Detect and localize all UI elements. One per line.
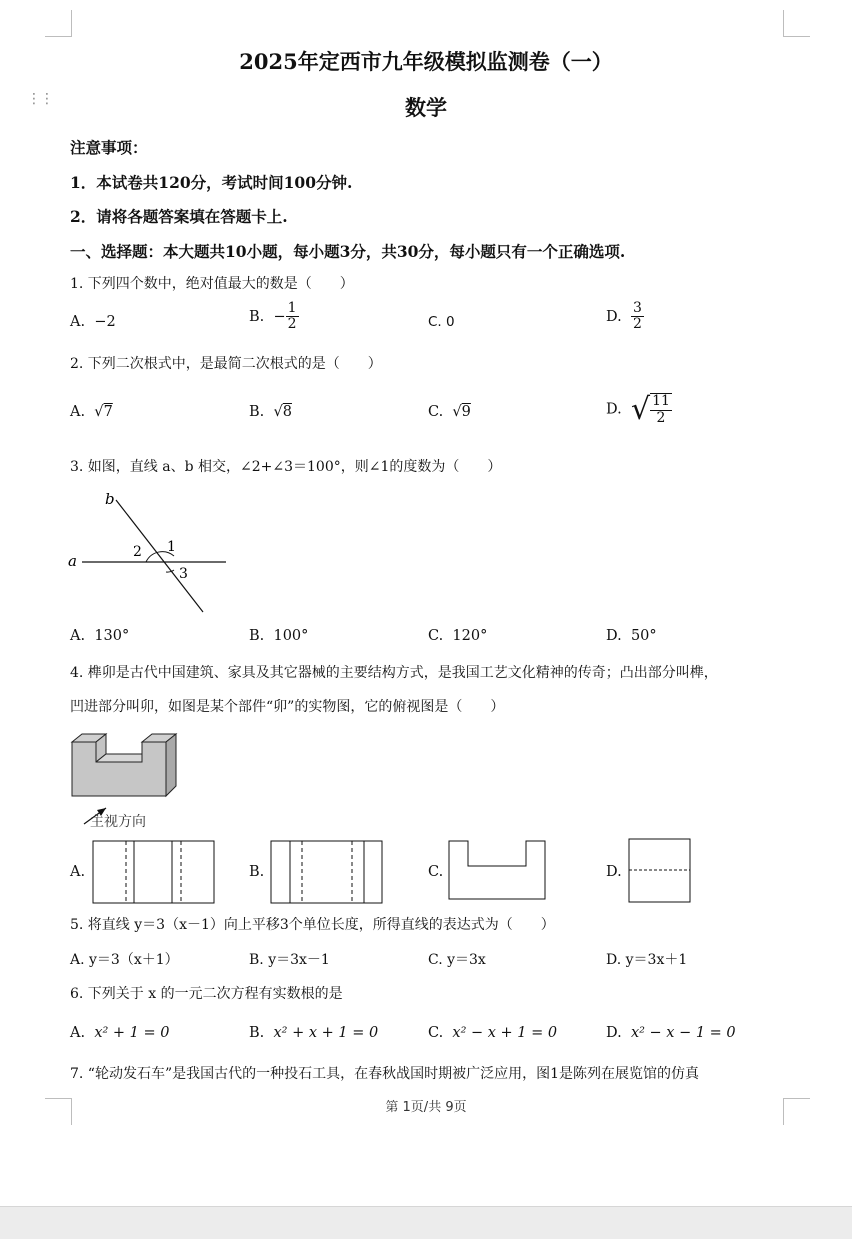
question-5-stem: 5. 将直线 y＝3（x－1）向上平移3个单位长度，所得直线的表达式为（ ） (70, 917, 555, 933)
q5-option-b: B. y＝3x－1 (249, 952, 330, 968)
angle-3-label: 3 (179, 566, 188, 582)
bottom-scroll-bar[interactable] (0, 1206, 852, 1239)
question-1-stem: 1. 下列四个数中，绝对值最大的数是（ ） (70, 276, 354, 292)
question-2-stem: 2. 下列二次根式中，是最简二次根式的是（ ） (70, 356, 382, 372)
notes-item-1: 1．本试卷共120分，考试时间100分钟. (70, 173, 353, 192)
q5-option-d: D. y＝3x＋1 (606, 952, 688, 968)
page-title: 2025年定西市九年级模拟监测卷（一） (239, 49, 613, 74)
question-3-stem: 3. 如图，直线 a、b 相交，∠2+∠3＝100°，则∠1的度数为（ ） (70, 459, 502, 475)
q1-option-c: C. 0 (428, 314, 455, 330)
question-7-stem: 7. “轮动发石车”是我国古代的一种投石工具，在春秋战国时期被广泛应用，图1是陈列在展览馆的仿真 (70, 1066, 700, 1082)
q3-option-b: B. 100° (249, 628, 309, 644)
q4-option-a-label: A. (70, 864, 86, 880)
q3-option-a: A. 130° (70, 628, 130, 644)
angle-2-label: 2 (133, 544, 142, 560)
q2-option-d: D. √ $\frac{11}{2}$ (606, 392, 670, 427)
line-b-label: b (105, 490, 115, 508)
q5-option-c: C. y＝3x (428, 952, 486, 968)
q6-option-a: A. x² + 1 = 0 (70, 1025, 170, 1041)
q3-intersecting-lines-figure (64, 488, 239, 618)
subject-title: 数学 (405, 95, 447, 120)
page-number: 第 1页/共 9页 (385, 1100, 467, 1115)
q3-option-d: D. 50° (606, 628, 657, 644)
q4-option-b-figure (270, 840, 384, 904)
q4-option-d-figure (628, 838, 692, 904)
question-6-stem: 6. 下列关于 x 的一元二次方程有实数根的是 (70, 986, 343, 1002)
q1-option-b: B. − $\frac{1}{2}$ (249, 300, 297, 333)
q2-option-b: B. √8 (249, 404, 292, 420)
angle-1-label: 1 (167, 539, 176, 555)
q4-option-c-figure (448, 840, 548, 902)
fraction: $\frac{1}{2}$ (287, 300, 297, 333)
q4-option-a-figure (92, 840, 216, 904)
q6-option-c: C. x² − x + 1 = 0 (428, 1025, 558, 1041)
q6-option-d: D. x² − x − 1 = 0 (606, 1025, 736, 1041)
q3-option-c: C. 120° (428, 628, 488, 644)
q4-option-c-label: C. (428, 864, 444, 880)
q1-option-a: A. −2 (70, 314, 116, 330)
view-direction-caption: 主视方向 (90, 814, 146, 830)
q5-option-a: A. y＝3（x＋1） (70, 952, 179, 968)
question-4-stem-line-1: 4. 榫卯是古代中国建筑、家具及其它器械的主要结构方式，是我国工艺文化精神的传奇；凸出部分叫榫， (70, 665, 718, 681)
q4-option-d-label: D. (606, 864, 622, 880)
drag-handle-icon[interactable]: ⋮⋮ (27, 91, 53, 107)
q4-option-b-label: B. (249, 864, 265, 880)
notes-heading: 注意事项： (70, 138, 148, 157)
fraction: $\frac{11}{2}$ (652, 393, 670, 426)
q2-option-a: A. √7 (70, 404, 113, 420)
q2-option-c: C. √9 (428, 404, 471, 420)
q4-mortise-block-figure (66, 728, 186, 838)
crop-mark-top-right (783, 10, 810, 37)
q1-option-d: D. $\frac{3}{2}$ (606, 300, 642, 333)
section-heading: 一、选择题：本大题共10小题，每小题3分，共30分，每小题只有一个正确选项. (70, 242, 626, 261)
fraction: $\frac{3}{2}$ (632, 300, 642, 333)
line-a-label: a (68, 552, 77, 570)
q6-option-b: B. x² + x + 1 = 0 (249, 1025, 379, 1041)
crop-mark-top-left (45, 10, 72, 37)
notes-item-2: 2．请将各题答案填在答题卡上. (70, 207, 288, 226)
question-4-stem-line-2: 凹进部分叫卯，如图是某个部件“卯”的实物图，它的俯视图是（ ） (70, 699, 505, 715)
